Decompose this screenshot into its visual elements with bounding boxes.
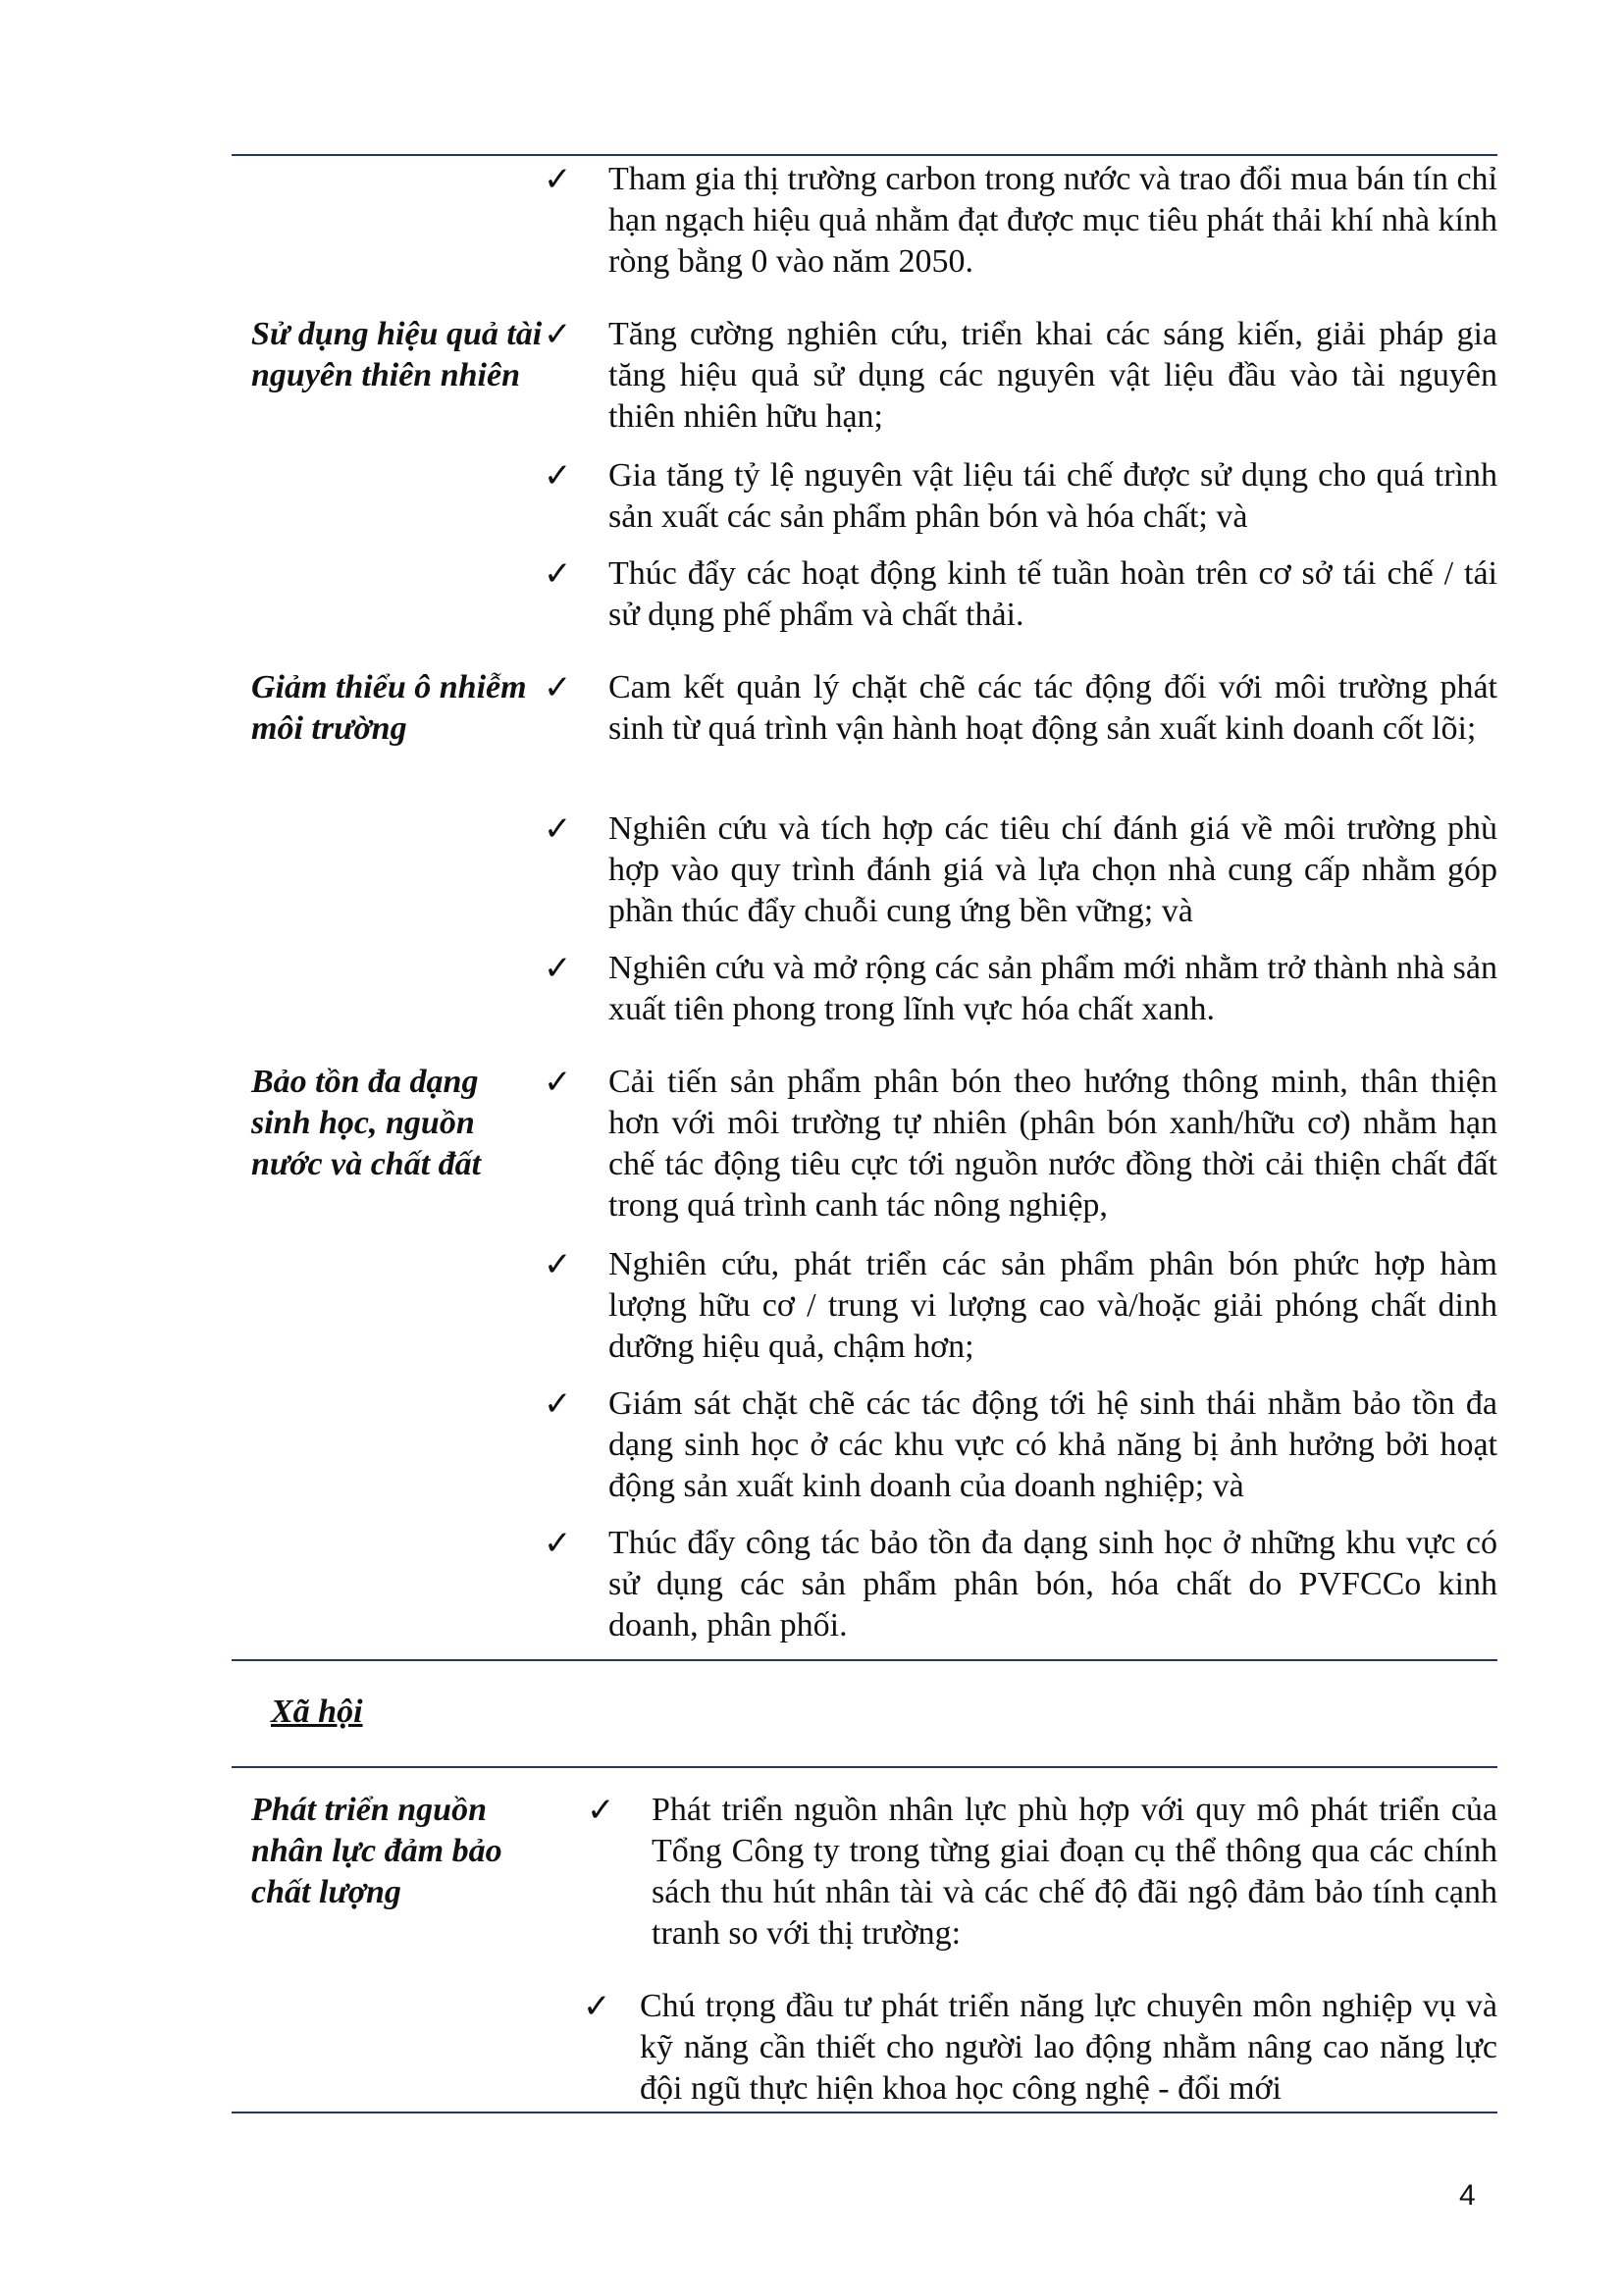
- item-text: Tăng cường nghiên cứu, triển khai các sáng kiến, giải pháp gia tăng hiệu quả sử dụng các nguyên vật liệu đầu vào tài nguyên thiên nhiên hữu hạn;: [608, 316, 1497, 435]
- check-mark-icon: ✓: [544, 160, 572, 199]
- list-item: [544, 455, 1497, 538]
- check-mark-icon: ✓: [544, 949, 572, 988]
- item-text: Nghiên cứu và tích hợp các tiêu chí đánh giá về môi trường phù hợp vào quy trình đánh giá và lựa chọn nhà cung cấp nhằm góp phần thúc đẩy chuỗi cung ứng bền vững; và: [608, 810, 1497, 929]
- item-text: Giám sát chặt chẽ các tác động tới hệ sinh thái nhằm bảo tồn đa dạng sinh học ở các khu vực có khả năng bị ảnh hưởng bởi hoạt động sản xuất kinh doanh của doanh nghiệp; và: [608, 1385, 1497, 1504]
- item-text: Thúc đẩy các hoạt động kinh tế tuần hoàn trên cơ sở tái chế / tái sử dụng phế phẩm và chất thải.: [608, 555, 1497, 633]
- item-text: Gia tăng tỷ lệ nguyên vật liệu tái chế được sử dụng cho quá trình sản xuất các sản phẩm phân bón và hóa chất; và: [608, 457, 1497, 535]
- category-label: Bảo tồn đa dạng sinh học, nguồn nước và chất đất: [251, 1064, 482, 1182]
- check-mark-icon: ✓: [587, 1791, 615, 1830]
- list-item: [544, 314, 1497, 438]
- item-text: Chú trọng đầu tư phát triển năng lực chuyên môn nghiệp vụ và kỹ năng cần thiết cho người lao động nhằm nâng cao năng lực đội ngũ thực hiện khoa học công nghệ - đổi mới: [640, 1988, 1497, 2107]
- list-item: [544, 1383, 1497, 1507]
- category-label: Phát triển nguồn nhân lực đảm bảo chất lượng: [251, 1792, 502, 1910]
- list-item: [544, 667, 1497, 750]
- list-item: [544, 553, 1497, 636]
- item-text: Nghiên cứu, phát triển các sản phẩm phân bón phức hợp hàm lượng hữu cơ / trung vi lượng cao và/hoặc giải phóng chất dinh dưỡng hiệu quả, chậm hơn;: [608, 1246, 1497, 1365]
- list-item: [544, 948, 1497, 1030]
- check-mark-icon: ✓: [544, 554, 572, 594]
- list-item: [544, 1523, 1497, 1646]
- item-text: Nghiên cứu và mở rộng các sản phẩm mới nhằm trở thành nhà sản xuất tiên phong trong lĩnh vực hóa chất xanh.: [608, 950, 1497, 1027]
- section-title: Xã hội: [271, 1694, 363, 1730]
- check-mark-icon: ✓: [544, 1384, 572, 1424]
- list-item: [583, 1986, 1497, 2110]
- bottom-rule: [232, 2112, 1497, 2113]
- check-mark-icon: ✓: [544, 1524, 572, 1563]
- section-divider: [232, 1659, 1497, 1661]
- check-mark-icon: ✓: [544, 668, 572, 707]
- list-item: [544, 159, 1497, 283]
- page-number: 4: [1459, 2179, 1476, 2212]
- check-mark-icon: ✓: [583, 1987, 611, 2026]
- item-text: Cải tiến sản phẩm phân bón theo hướng thông minh, thân thiện hơn với môi trường tự nhiên (phân bón xanh/hữu cơ) nhằm hạn chế tác động tiêu cực tới nguồn nước đồng thời cải thiện chất đất trong quá trình canh tác nông nghiệp,: [608, 1064, 1497, 1224]
- list-item: [544, 808, 1497, 932]
- list-item: [544, 1062, 1497, 1226]
- category-label: Giảm thiểu ô nhiễm môi trường: [251, 669, 527, 747]
- list-item: [544, 1244, 1497, 1368]
- check-mark-icon: ✓: [544, 456, 572, 496]
- check-mark-icon: ✓: [544, 315, 572, 354]
- check-mark-icon: ✓: [544, 1063, 572, 1102]
- item-text: Thúc đẩy công tác bảo tồn đa dạng sinh học ở những khu vực có sử dụng các sản phẩm phân bón, hóa chất do PVFCCo kinh doanh, phân phối.: [608, 1525, 1497, 1643]
- category-label: Sử dụng hiệu quả tài nguyên thiên nhiên: [251, 316, 543, 393]
- item-text: Cam kết quản lý chặt chẽ các tác động đối với môi trường phát sinh từ quá trình vận hành hoạt động sản xuất kinh doanh cốt lõi;: [608, 669, 1497, 747]
- top-rule: [232, 154, 1497, 156]
- section-divider: [232, 1766, 1497, 1768]
- check-mark-icon: ✓: [544, 809, 572, 849]
- item-text: Phát triển nguồn nhân lực phù hợp với quy mô phát triển của Tổng Công ty trong từng giai đoạn cụ thể thông qua các chính sách thu hút nhân tài và các chế độ đãi ngộ đảm bảo tính cạnh tranh so với thị trường:: [652, 1792, 1497, 1952]
- item-text: Tham gia thị trường carbon trong nước và trao đổi mua bán tín chỉ hạn ngạch hiệu quả nhằm đạt được mục tiêu phát thải khí nhà kính ròng bằng 0 vào năm 2050.: [608, 161, 1497, 280]
- list-item: [587, 1790, 1497, 1955]
- check-mark-icon: ✓: [544, 1245, 572, 1284]
